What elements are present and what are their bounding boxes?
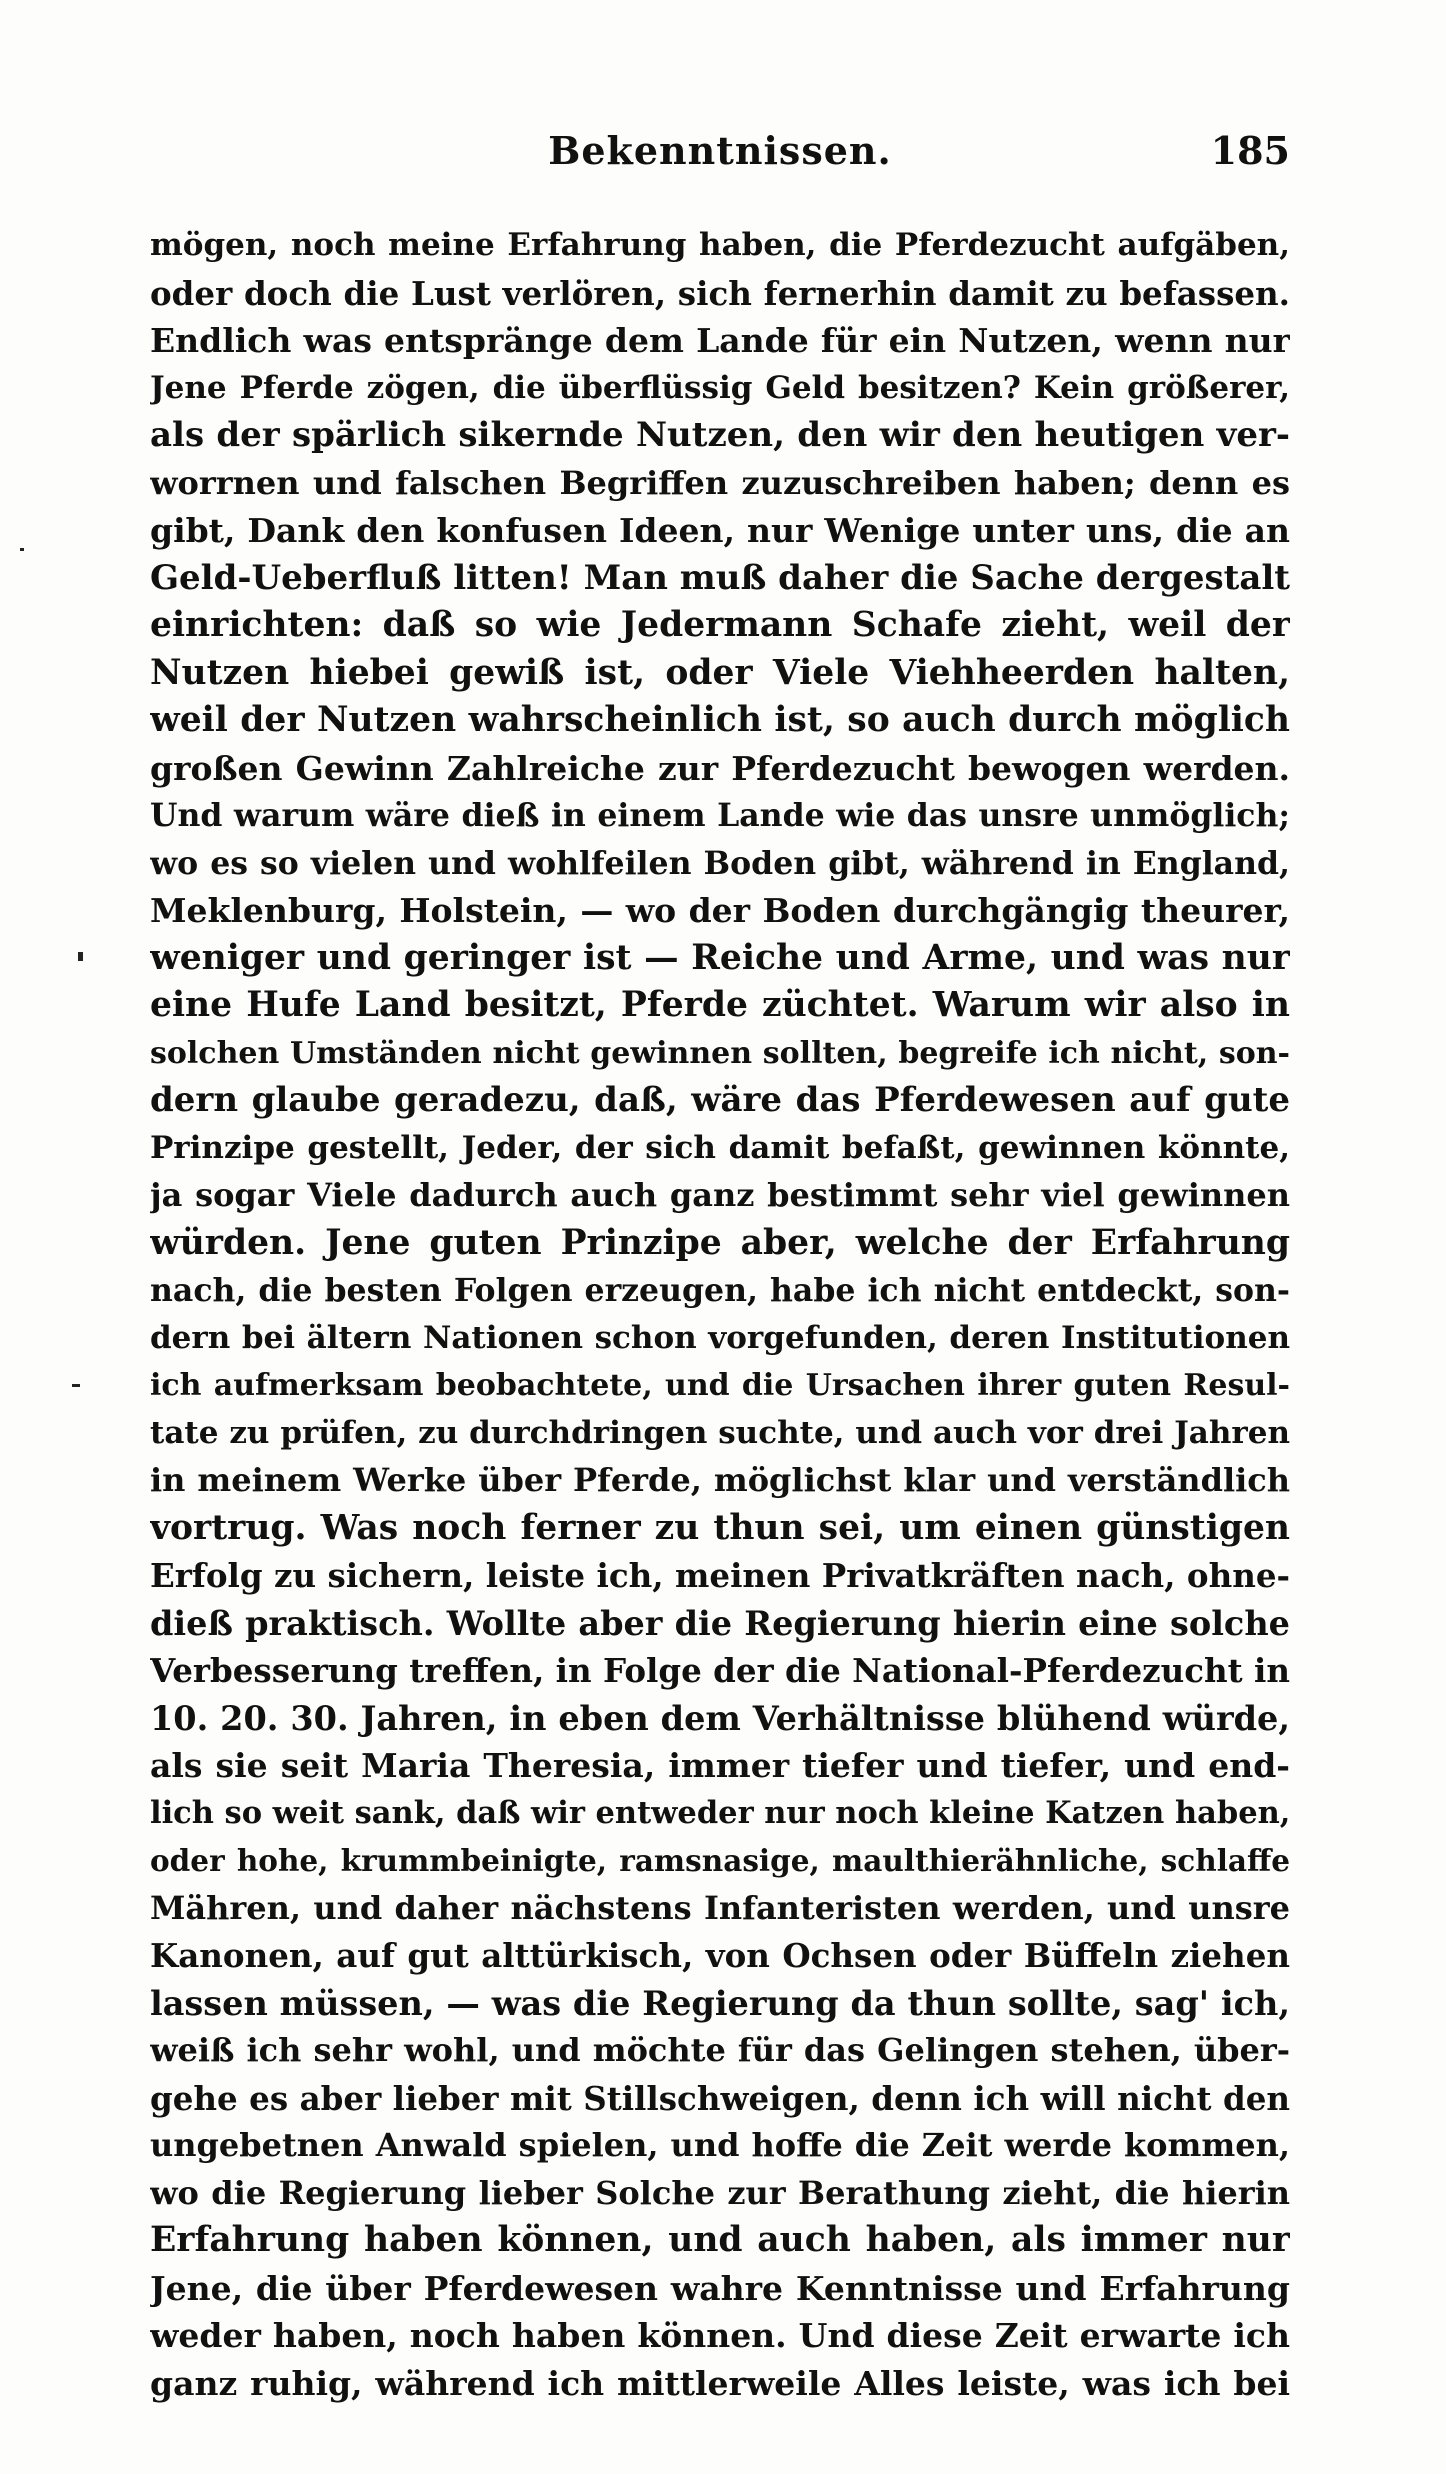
- text-line: nach, die besten Folgen erzeugen, habe ich nicht entdeckt, son-: [150, 1272, 1290, 1309]
- ink-speck: [20, 548, 24, 551]
- text-line: als sie seit Maria Theresia, immer tiefer und tiefer, und end-: [150, 1746, 1290, 1785]
- text-line: ich aufmerksam beobachtete, und die Ursachen ihrer guten Resul-: [150, 1368, 1290, 1403]
- text-line: ungebetnen Anwald spielen, und hoffe die Zeit werde kommen,: [150, 2126, 1290, 2164]
- text-line: in meinem Werke über Pferde, möglichst klar und verständlich: [150, 1461, 1290, 1499]
- text-line: wo die Regierung lieber Solche zur Berathung zieht, die hierin: [150, 2173, 1290, 2212]
- text-line: Erfahrung haben können, und auch haben, als immer nur: [150, 2220, 1290, 2260]
- text-line: Jene, die über Pferdewesen wahre Kenntnisse und Erfahrung: [150, 2268, 1290, 2308]
- text-line: Erfolg zu sichern, leiste ich, meinen Privatkräften nach, ohne-: [150, 1556, 1290, 1595]
- text-line: Geld-Ueberfluß litten! Man muß daher die Sache dergestalt: [150, 557, 1290, 598]
- text-line: gibt, Dank den konfusen Ideen, nur Wenige unter uns, die an: [150, 511, 1290, 550]
- ink-speck: [72, 1384, 80, 1387]
- text-line: großen Gewinn Zahlreiche zur Pferdezucht bewogen werden.: [150, 748, 1290, 788]
- running-title: Bekenntnissen.: [548, 128, 892, 173]
- text-line: vortrug. Was noch ferner zu thun sei, um einen günstigen: [150, 1507, 1290, 1548]
- text-line: solchen Umständen nicht gewinnen sollten, begreife ich nicht, son-: [150, 1035, 1290, 1071]
- text-line: Endlich was entspränge dem Lande für ein Nutzen, wenn nur: [150, 321, 1290, 360]
- text-line: dern bei ältern Nationen schon vorgefunden, deren Institutionen: [150, 1319, 1290, 1356]
- text-line: weiß ich sehr wohl, und möchte für das Gelingen stehen, über-: [150, 2031, 1290, 2069]
- running-head: [150, 128, 1290, 188]
- text-line: dieß praktisch. Wollte aber die Regierung hierin eine solche: [150, 1603, 1290, 1643]
- text-line: lich so weit sank, daß wir entweder nur noch kleine Katzen haben,: [150, 1794, 1290, 1831]
- text-line: weniger und geringer ist — Reiche und Arme, und was nur: [150, 937, 1290, 978]
- text-line: Mähren, und daher nächstens Infanteristen werden, und unsre: [150, 1888, 1290, 1927]
- text-line: als der spärlich sikernde Nutzen, den wir den heutigen ver-: [150, 415, 1290, 455]
- text-line: ganz ruhig, während ich mittlerweile Alles leiste, was ich bei: [150, 2363, 1290, 2403]
- page-number: 185: [1210, 128, 1290, 173]
- text-line: lassen müssen, — was die Regierung da thun sollte, sag' ich,: [150, 1983, 1290, 2023]
- text-line: Und warum wäre dieß in einem Lande wie das unsre unmöglich;: [150, 797, 1290, 834]
- text-line: ja sogar Viele dadurch auch ganz bestimmt sehr viel gewinnen: [150, 1176, 1290, 1214]
- text-line: Nutzen hiebei gewiß ist, oder Viele Viehheerden halten,: [150, 652, 1290, 693]
- text-line: eine Hufe Land besitzt, Pferde züchtet. Warum wir also in: [150, 985, 1290, 1025]
- text-line: tate zu prüfen, zu durchdringen suchte, und auch vor drei Jahren: [150, 1414, 1290, 1451]
- text-line: gehe es aber lieber mit Stillschweigen, denn ich will nicht den: [150, 2078, 1290, 2118]
- text-line: weder haben, noch haben können. Und diese Zeit erwarte ich: [150, 2316, 1290, 2355]
- text-line: mögen, noch meine Erfahrung haben, die Pferdezucht aufgäben,: [150, 227, 1290, 263]
- ink-speck: [78, 952, 83, 961]
- text-line: Prinzipe gestellt, Jeder, der sich damit befaßt, gewinnen könnte,: [150, 1129, 1290, 1166]
- text-line: Verbesserung treffen, in Folge der die National-Pferdezucht in: [150, 1651, 1290, 1690]
- text-line: Kanonen, auf gut alttürkisch, von Ochsen oder Büffeln ziehen: [150, 1936, 1290, 1975]
- text-line: dern glaube geradezu, daß, wäre das Pferdewesen auf gute: [150, 1080, 1290, 1120]
- text-line: weil der Nutzen wahrscheinlich ist, so auch durch möglich: [150, 700, 1290, 740]
- body-text: [150, 222, 1290, 2407]
- text-line: Meklenburg, Holstein, — wo der Boden durchgängig theurer,: [150, 891, 1290, 930]
- text-line: Jene Pferde zögen, die überflüssig Geld besitzen? Kein größerer,: [150, 369, 1290, 406]
- text-line: worrnen und falschen Begriffen zuzuschreiben haben; denn es: [150, 463, 1290, 502]
- text-line: oder doch die Lust verlören, sich fernerhin damit zu befassen.: [150, 273, 1290, 313]
- text-line: würden. Jene guten Prinzipe aber, welche der Erfahrung: [150, 1222, 1290, 1263]
- text-line: 10. 20. 30. Jahren, in eben dem Verhältnisse blühend würde,: [150, 1698, 1290, 1738]
- text-line: oder hohe, krummbeinigte, ramsnasige, maulthierähnliche, schlaffe: [150, 1843, 1290, 1878]
- text-line: einrichten: daß so wie Jedermann Schafe zieht, weil der: [150, 605, 1290, 645]
- text-line: wo es so vielen und wohlfeilen Boden gibt, während in England,: [150, 844, 1290, 882]
